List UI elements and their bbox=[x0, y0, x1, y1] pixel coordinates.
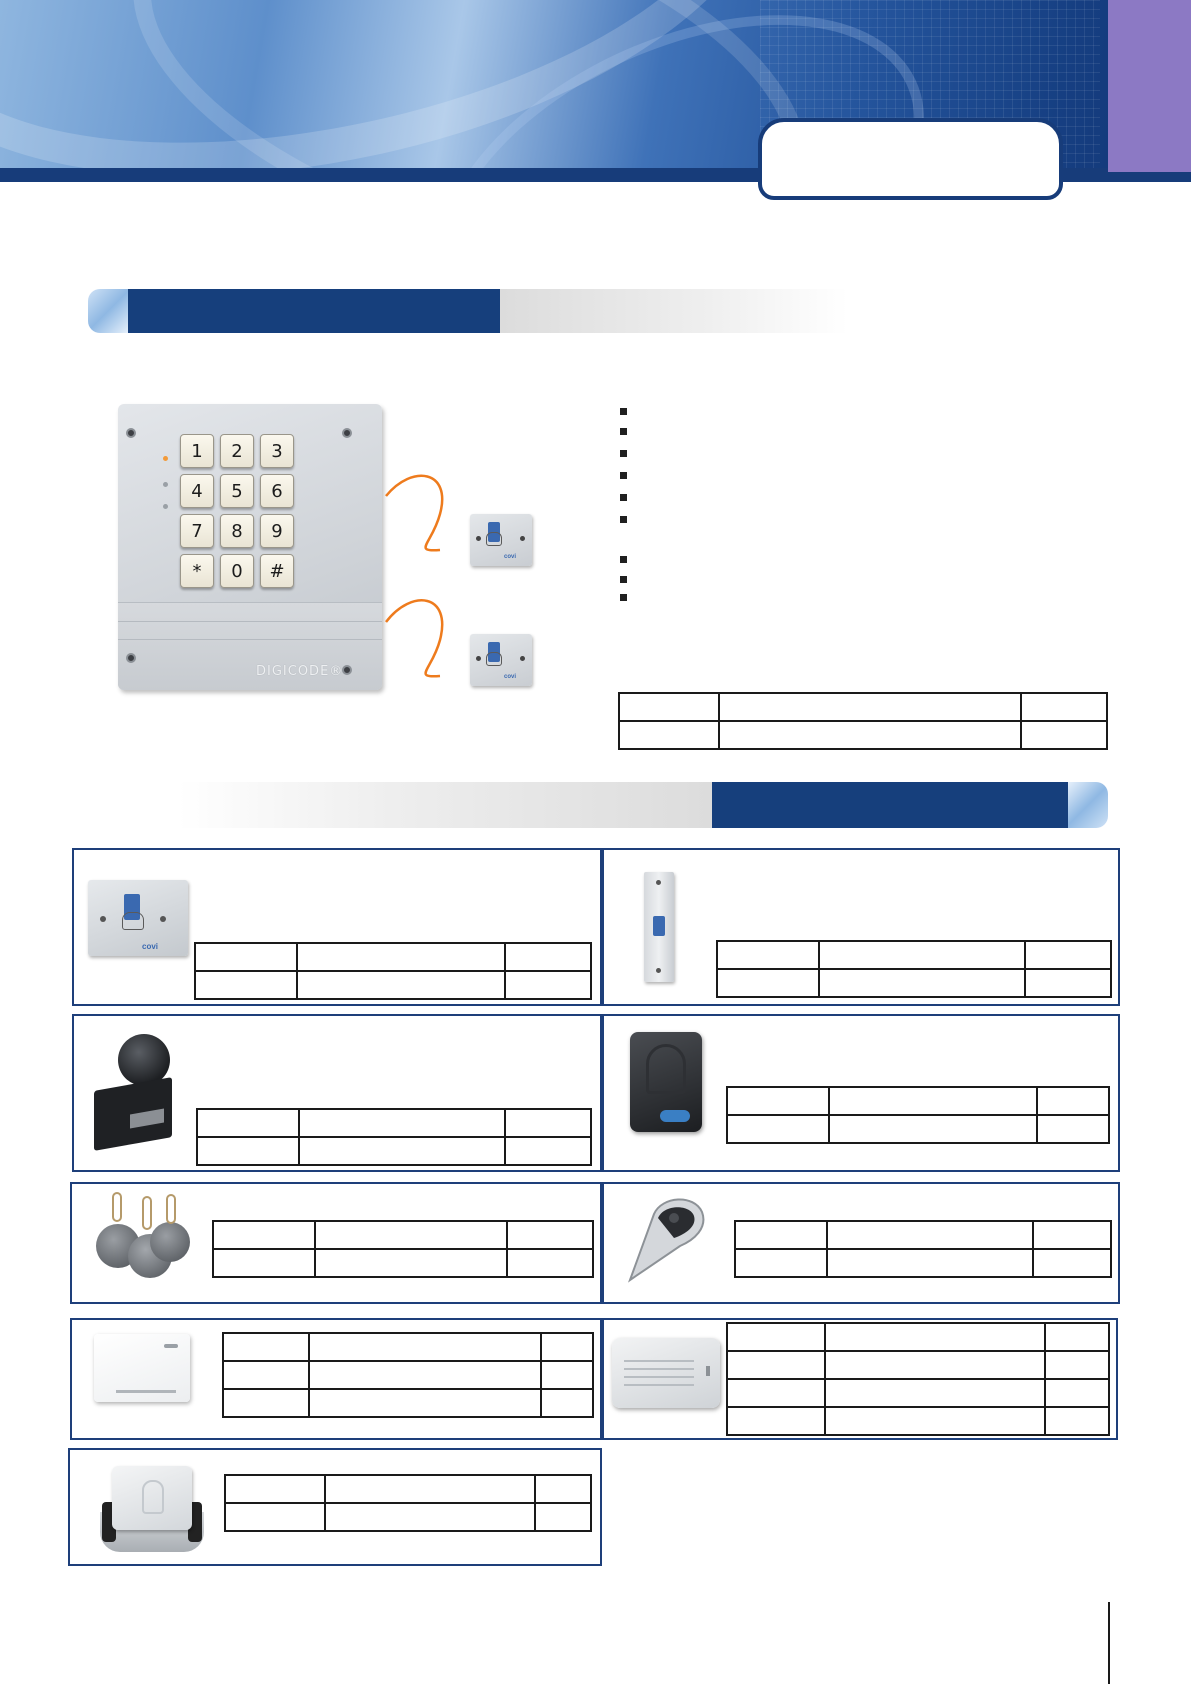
receiver-arch-icon bbox=[646, 1044, 686, 1094]
receiver-image bbox=[630, 1032, 702, 1132]
led-indicator-icon bbox=[163, 504, 168, 509]
vent-line bbox=[624, 1384, 694, 1386]
table-cell bbox=[819, 969, 1025, 997]
square-bullet-icon bbox=[620, 494, 627, 501]
table-cell bbox=[315, 1221, 507, 1249]
table-cell bbox=[825, 1323, 1045, 1351]
receiver-reference-table bbox=[726, 1086, 1110, 1144]
card-icon bbox=[653, 916, 665, 936]
chapter-tab bbox=[758, 118, 1063, 200]
logo-badge-icon bbox=[660, 1110, 690, 1122]
table-cell bbox=[325, 1503, 535, 1531]
keypad-keys bbox=[180, 434, 306, 590]
remote-control-image bbox=[624, 1194, 710, 1286]
table-cell bbox=[535, 1475, 591, 1503]
white-receiver-reference-table bbox=[726, 1322, 1110, 1436]
remote-reference-table bbox=[734, 1220, 1112, 1278]
table-cell bbox=[297, 943, 505, 971]
table-cell bbox=[719, 721, 1021, 749]
table-cell bbox=[1025, 969, 1111, 997]
section-title-bar bbox=[88, 289, 848, 333]
table-cell bbox=[505, 971, 591, 999]
keypad-key: 1 bbox=[180, 434, 214, 468]
keypad-key: 3 bbox=[260, 434, 294, 468]
table-cell bbox=[505, 1109, 591, 1137]
table-cell bbox=[223, 1361, 309, 1389]
square-bullet-icon bbox=[620, 408, 627, 415]
table-cell bbox=[309, 1333, 541, 1361]
table-cell bbox=[1033, 1221, 1111, 1249]
hand-icon bbox=[142, 1480, 164, 1514]
table-cell bbox=[505, 1137, 591, 1165]
table-cell bbox=[299, 1137, 505, 1165]
section-bar-fade bbox=[178, 782, 712, 828]
table-cell bbox=[1021, 693, 1107, 721]
table-cell bbox=[541, 1361, 593, 1389]
section-bar-title bbox=[712, 782, 1068, 828]
table-cell bbox=[735, 1221, 827, 1249]
white-receiver-image bbox=[612, 1338, 720, 1408]
table-cell bbox=[727, 1379, 825, 1407]
table-cell bbox=[829, 1115, 1037, 1143]
knob-module-reference-table bbox=[196, 1108, 592, 1166]
key-fob-reference-table bbox=[212, 1220, 594, 1278]
accessories-title-bar bbox=[178, 782, 1108, 828]
screw-icon bbox=[100, 916, 106, 922]
keypad-key: 9 bbox=[260, 514, 294, 548]
keypad-key: 0 bbox=[220, 554, 254, 588]
table-cell bbox=[619, 693, 719, 721]
square-bullet-icon bbox=[620, 556, 627, 563]
table-cell bbox=[827, 1221, 1033, 1249]
keypad-key: 4 bbox=[180, 474, 214, 508]
screw-icon bbox=[342, 665, 352, 675]
table-cell bbox=[223, 1333, 309, 1361]
clip-icon bbox=[166, 1194, 176, 1224]
reader-logo: covi bbox=[504, 554, 517, 560]
square-bullet-icon bbox=[620, 472, 627, 479]
screw-icon bbox=[126, 428, 136, 438]
table-cell bbox=[299, 1109, 505, 1137]
main-reference-table bbox=[618, 692, 1108, 750]
table-cell bbox=[505, 943, 591, 971]
keypad-key: 7 bbox=[180, 514, 214, 548]
table-cell bbox=[225, 1475, 325, 1503]
table-cell bbox=[619, 721, 719, 749]
table-cell bbox=[1045, 1323, 1109, 1351]
badge-reference-table bbox=[222, 1332, 594, 1418]
clip-icon bbox=[142, 1196, 152, 1230]
table-cell bbox=[829, 1087, 1037, 1115]
table-cell bbox=[727, 1323, 825, 1351]
led-indicator-icon bbox=[163, 482, 168, 487]
square-bullet-icon bbox=[620, 428, 627, 435]
table-cell bbox=[315, 1249, 507, 1277]
square-bullet-icon bbox=[620, 516, 627, 523]
remote-control-icon bbox=[624, 1194, 710, 1286]
table-cell bbox=[1037, 1087, 1109, 1115]
screw-icon bbox=[476, 536, 481, 541]
square-bullet-icon bbox=[620, 450, 627, 457]
screw-icon bbox=[520, 536, 525, 541]
keypad-brand: DIGICODE® bbox=[256, 664, 344, 679]
digicode-keypad-image bbox=[118, 404, 382, 690]
table-cell bbox=[1025, 941, 1111, 969]
table-cell bbox=[297, 971, 505, 999]
square-bullet-icon bbox=[620, 576, 627, 583]
proximity-reader-image bbox=[470, 514, 532, 566]
table-cell bbox=[825, 1407, 1045, 1435]
table-cell bbox=[325, 1475, 535, 1503]
table-cell bbox=[1045, 1379, 1109, 1407]
table-cell bbox=[825, 1379, 1045, 1407]
table-cell bbox=[717, 941, 819, 969]
terminal-block-icon bbox=[130, 1109, 164, 1129]
table-cell bbox=[727, 1351, 825, 1379]
screw-icon bbox=[656, 968, 661, 973]
table-cell bbox=[825, 1351, 1045, 1379]
chapter-color-strip bbox=[1108, 0, 1191, 172]
table-cell bbox=[719, 693, 1021, 721]
table-cell bbox=[197, 1137, 299, 1165]
table-cell bbox=[819, 941, 1025, 969]
section-bar-fade bbox=[500, 289, 848, 333]
reader-face-icon bbox=[112, 1466, 192, 1530]
table-cell bbox=[735, 1249, 827, 1277]
table-cell bbox=[507, 1249, 593, 1277]
table-cell bbox=[309, 1389, 541, 1417]
led-indicator-icon bbox=[706, 1366, 710, 1376]
table-cell bbox=[1045, 1407, 1109, 1435]
reader-logo: covi bbox=[504, 674, 517, 680]
card-slot-icon bbox=[164, 1344, 178, 1348]
screw-icon bbox=[656, 880, 661, 885]
screw-icon bbox=[126, 653, 136, 663]
reader-reference-table bbox=[194, 942, 592, 1000]
card-print-line bbox=[116, 1390, 176, 1393]
screw-icon bbox=[476, 656, 481, 661]
panel-groove bbox=[118, 639, 382, 640]
table-cell bbox=[727, 1115, 829, 1143]
hand-icon bbox=[486, 652, 502, 666]
keypad-key: 2 bbox=[220, 434, 254, 468]
screw-icon bbox=[520, 656, 525, 661]
section-bar-cap bbox=[88, 289, 128, 333]
table-cell bbox=[827, 1249, 1033, 1277]
table-cell bbox=[213, 1249, 315, 1277]
panel-groove bbox=[118, 621, 382, 622]
narrow-reader-reference-table bbox=[716, 940, 1112, 998]
clip-icon bbox=[112, 1192, 122, 1222]
keypad-key: 6 bbox=[260, 474, 294, 508]
reader-logo: covi bbox=[142, 942, 159, 951]
section-bar-cap bbox=[1068, 782, 1108, 828]
narrow-reader-image bbox=[644, 872, 674, 982]
table-cell bbox=[535, 1503, 591, 1531]
keypad-key: # bbox=[260, 554, 294, 588]
table-cell bbox=[195, 943, 297, 971]
section-bar-title bbox=[128, 289, 500, 333]
table-cell bbox=[223, 1389, 309, 1417]
proximity-reader-image bbox=[470, 634, 532, 686]
table-cell bbox=[197, 1109, 299, 1137]
square-bullet-icon bbox=[620, 594, 627, 601]
keypad-key: 5 bbox=[220, 474, 254, 508]
page-number-rule bbox=[1108, 1602, 1110, 1684]
table-cell bbox=[225, 1503, 325, 1531]
table-cell bbox=[507, 1221, 593, 1249]
table-cell bbox=[541, 1333, 593, 1361]
hand-icon bbox=[122, 912, 144, 930]
screw-icon bbox=[342, 428, 352, 438]
desktop-reader-image bbox=[96, 1466, 208, 1554]
keypad-key: 8 bbox=[220, 514, 254, 548]
vent-line bbox=[624, 1376, 694, 1378]
screw-icon bbox=[160, 916, 166, 922]
key-fob-icon bbox=[150, 1222, 190, 1262]
vent-line bbox=[624, 1360, 694, 1362]
key-fob-tags-image bbox=[88, 1190, 198, 1290]
table-cell bbox=[1045, 1351, 1109, 1379]
table-cell bbox=[727, 1407, 825, 1435]
keypad-key: * bbox=[180, 554, 214, 588]
table-cell bbox=[213, 1221, 315, 1249]
cable-wires bbox=[382, 470, 462, 700]
desktop-reader-reference-table bbox=[224, 1474, 592, 1532]
table-cell bbox=[1021, 721, 1107, 749]
table-cell bbox=[195, 971, 297, 999]
proximity-reader-image bbox=[88, 880, 188, 956]
table-cell bbox=[727, 1087, 829, 1115]
hand-icon bbox=[486, 532, 502, 546]
vent-line bbox=[624, 1368, 694, 1370]
led-indicator-icon bbox=[163, 456, 168, 461]
table-cell bbox=[1033, 1249, 1111, 1277]
table-cell bbox=[309, 1361, 541, 1389]
badge-card-image bbox=[94, 1334, 190, 1402]
table-cell bbox=[717, 969, 819, 997]
table-cell bbox=[541, 1389, 593, 1417]
table-cell bbox=[1037, 1115, 1109, 1143]
